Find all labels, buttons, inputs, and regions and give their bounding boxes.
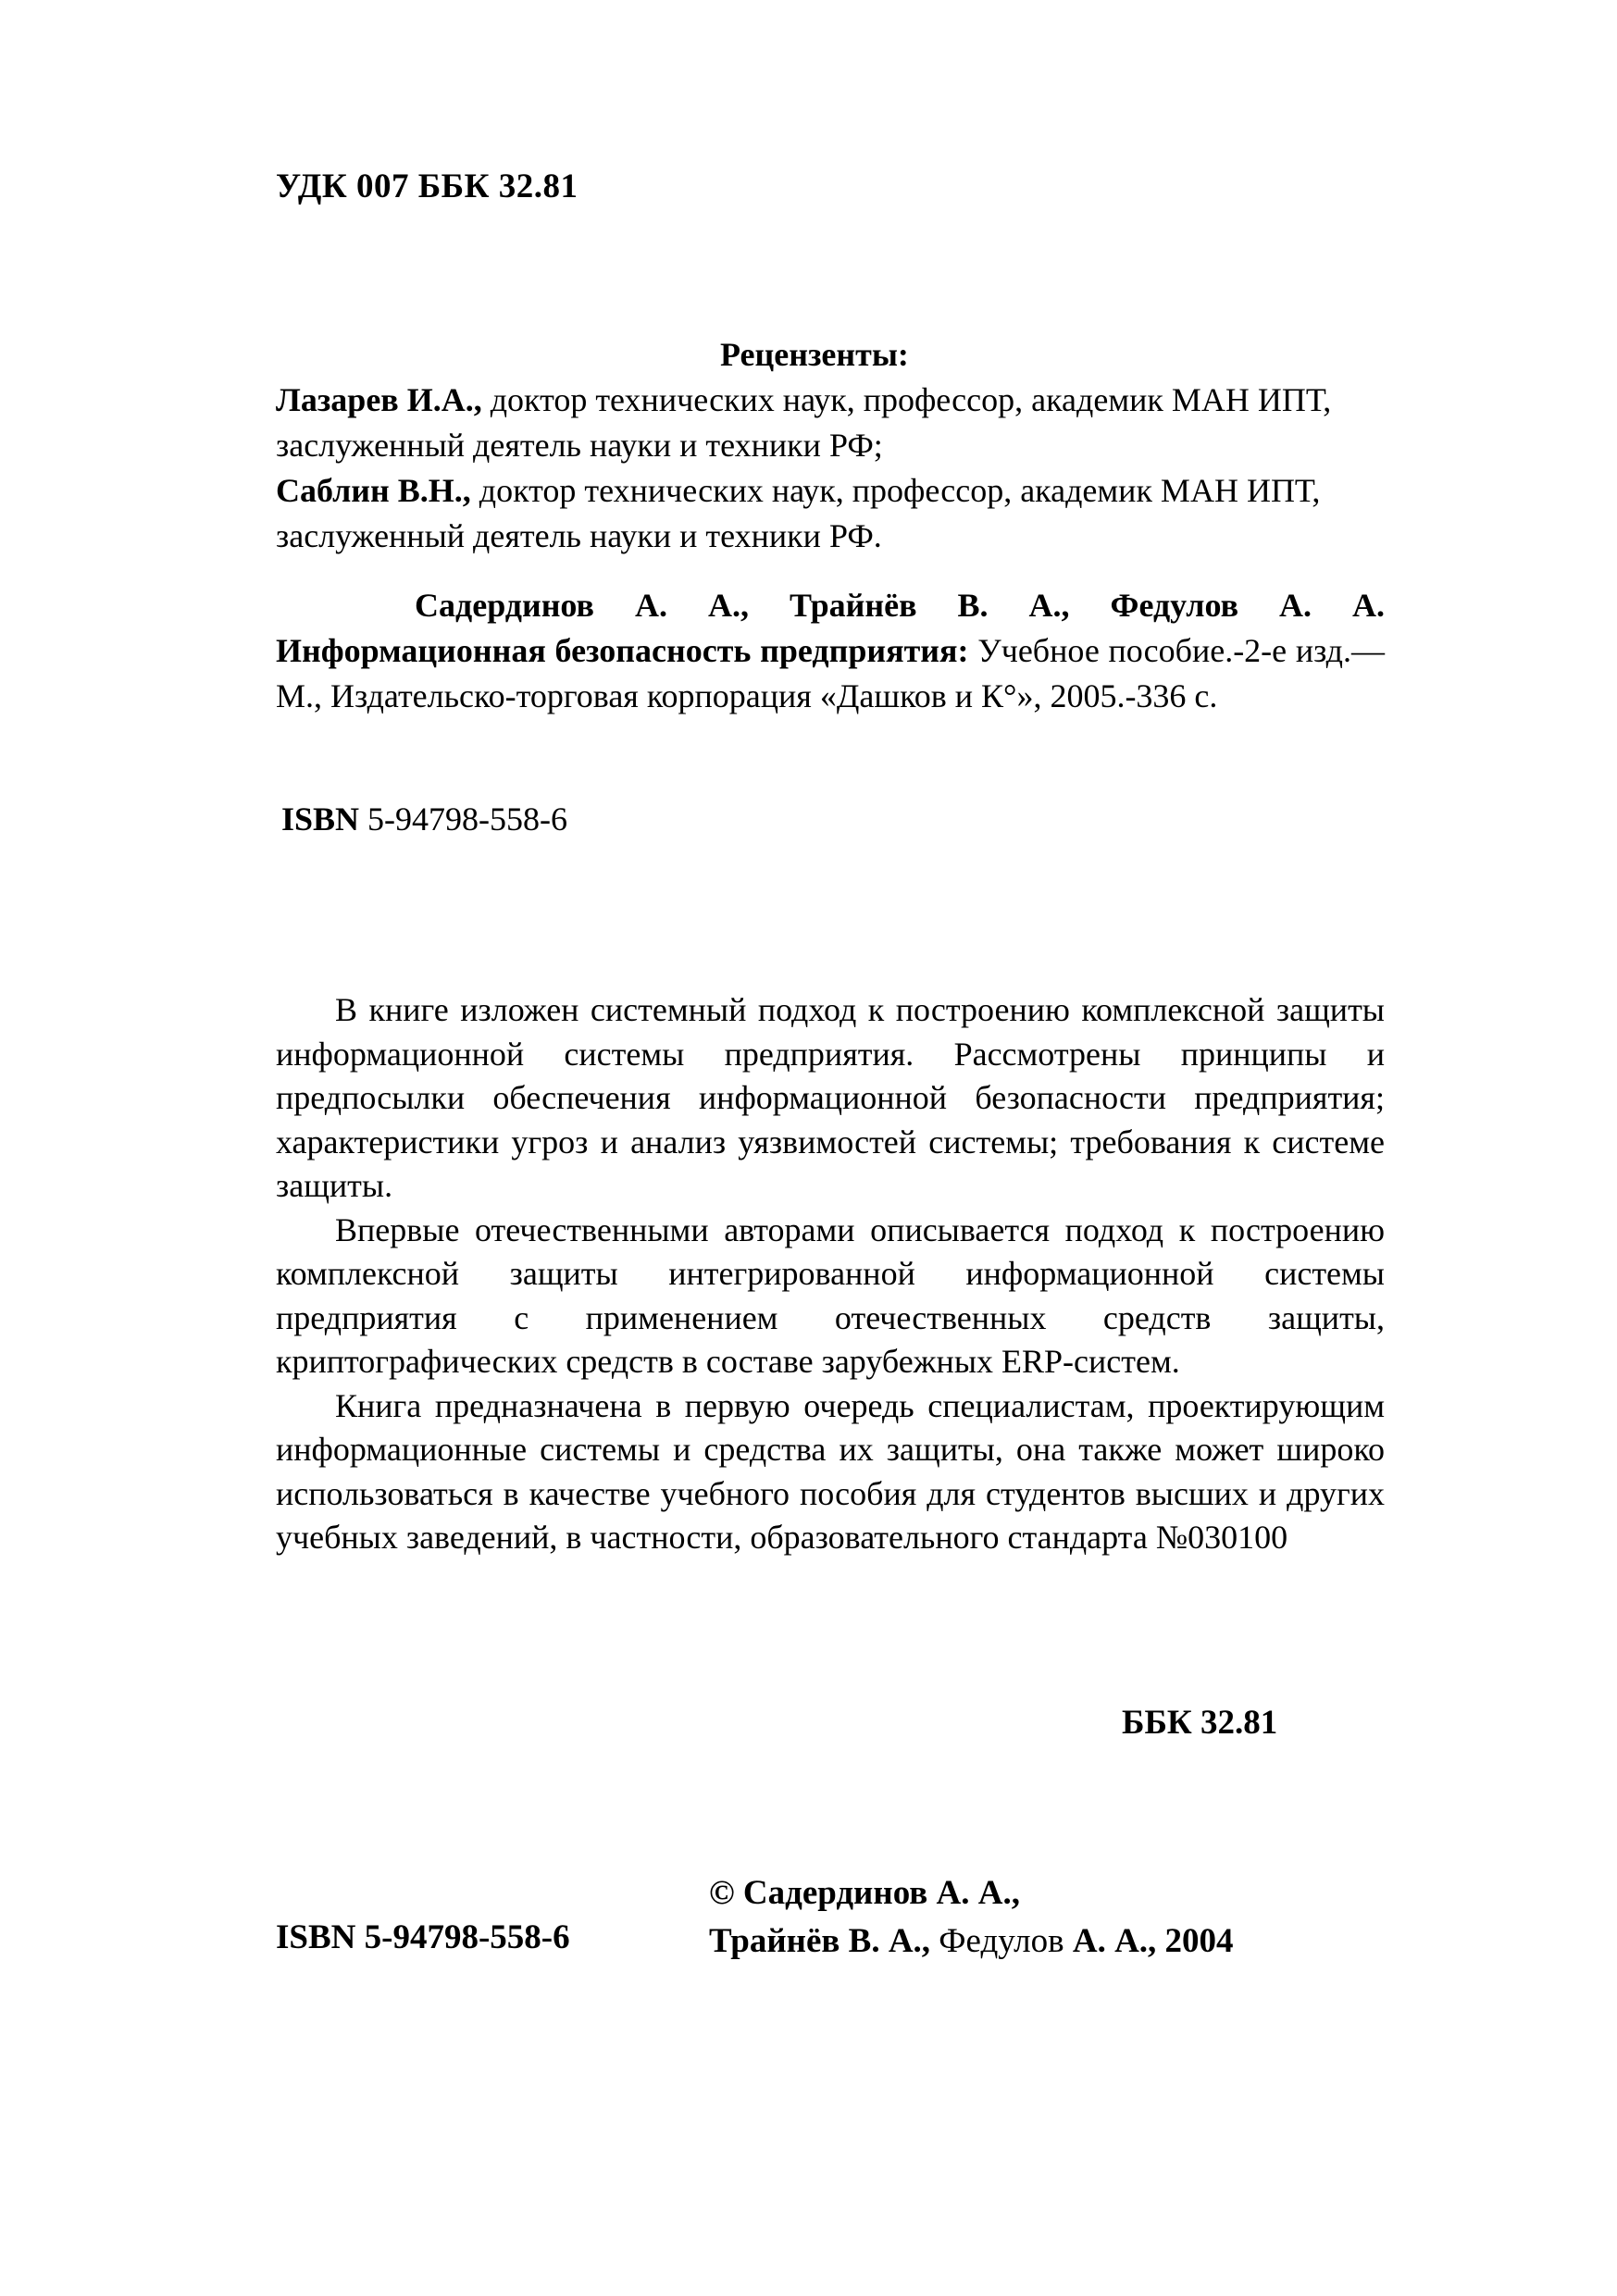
- reviewer-description: доктор технических наук, профессор, академик МАН ИПТ, заслуженный деятель науки и техники РФ.: [276, 472, 1321, 554]
- reviewer-entry: [276, 468, 1385, 559]
- annotation-paragraph: Впервые отечественными авторами описывается подход к построению комплексной защиты интегрированной информационной системы предприятия с применением отечественных средств защиты, криптографических средств в составе зарубежных ERP-систем.: [276, 1210, 1385, 1380]
- udk-bbk-header: УДК 007 ББК 32.81: [276, 168, 578, 205]
- reviewers-heading: Рецензенты:: [720, 336, 909, 373]
- reviewer-description: доктор технических наук, профессор, академик МАН ИПТ, заслуженный деятель науки и техники РФ;: [276, 381, 1332, 464]
- authors-and-title: Садердинов А. А., Трайнёв В. А., Федулов А. А. Информационная безопасность предприятия:: [276, 587, 1385, 669]
- annotation: [276, 988, 1385, 1560]
- reviewer-entry: [276, 378, 1385, 468]
- annotation-paragraph: В книге изложен системный подход к построению комплексной защиты информационной системы предприятия. Рассмотрены принципы и предпосылки обеспечения информационной безопасности предприятия; характеристики угроз и анализ уязвимостей системы; требования к системе защиты.: [276, 991, 1385, 1204]
- copyright-holder-2: Трайнёв В. А.,: [709, 1922, 931, 1960]
- publication-details: Учебное пособие.-2-е изд.—М., Издательско-торговая корпорация «Дашков и К°», 2005.-336 с.: [276, 632, 1386, 714]
- bibliographic-record: [276, 583, 1385, 719]
- annotation-paragraph: Книга предназначена в первую очередь специалистам, проектирующим информационные системы и средства их защиты, она также может широко использоваться в качестве учебного пособия для студентов высших и других учебных заведений, в частности, образовательного стандарта №030100: [276, 1386, 1385, 1556]
- copyright-block: [709, 1869, 1234, 1966]
- footer-isbn: ISBN 5-94798-558-6: [276, 1918, 570, 1956]
- isbn-number: 5-94798-558-6: [359, 800, 568, 838]
- copyright-year: А. А., 2004: [1063, 1922, 1234, 1960]
- copyright-line-1: [709, 1869, 1234, 1917]
- copyright-holder-1: © Садердинов А. А.,: [709, 1874, 1020, 1912]
- isbn-label: ISBN: [281, 800, 360, 838]
- reviewers-list: [276, 378, 1385, 559]
- reviewer-name: Лазарев И.А.,: [276, 381, 482, 418]
- copyright-line-2: [709, 1917, 1234, 1966]
- reviewer-name: Саблин В.Н.,: [276, 472, 471, 509]
- copyright-holder-3: Федулов: [930, 1922, 1064, 1960]
- bbk-code: ББК 32.81: [1122, 1704, 1278, 1742]
- isbn-line: [281, 800, 567, 838]
